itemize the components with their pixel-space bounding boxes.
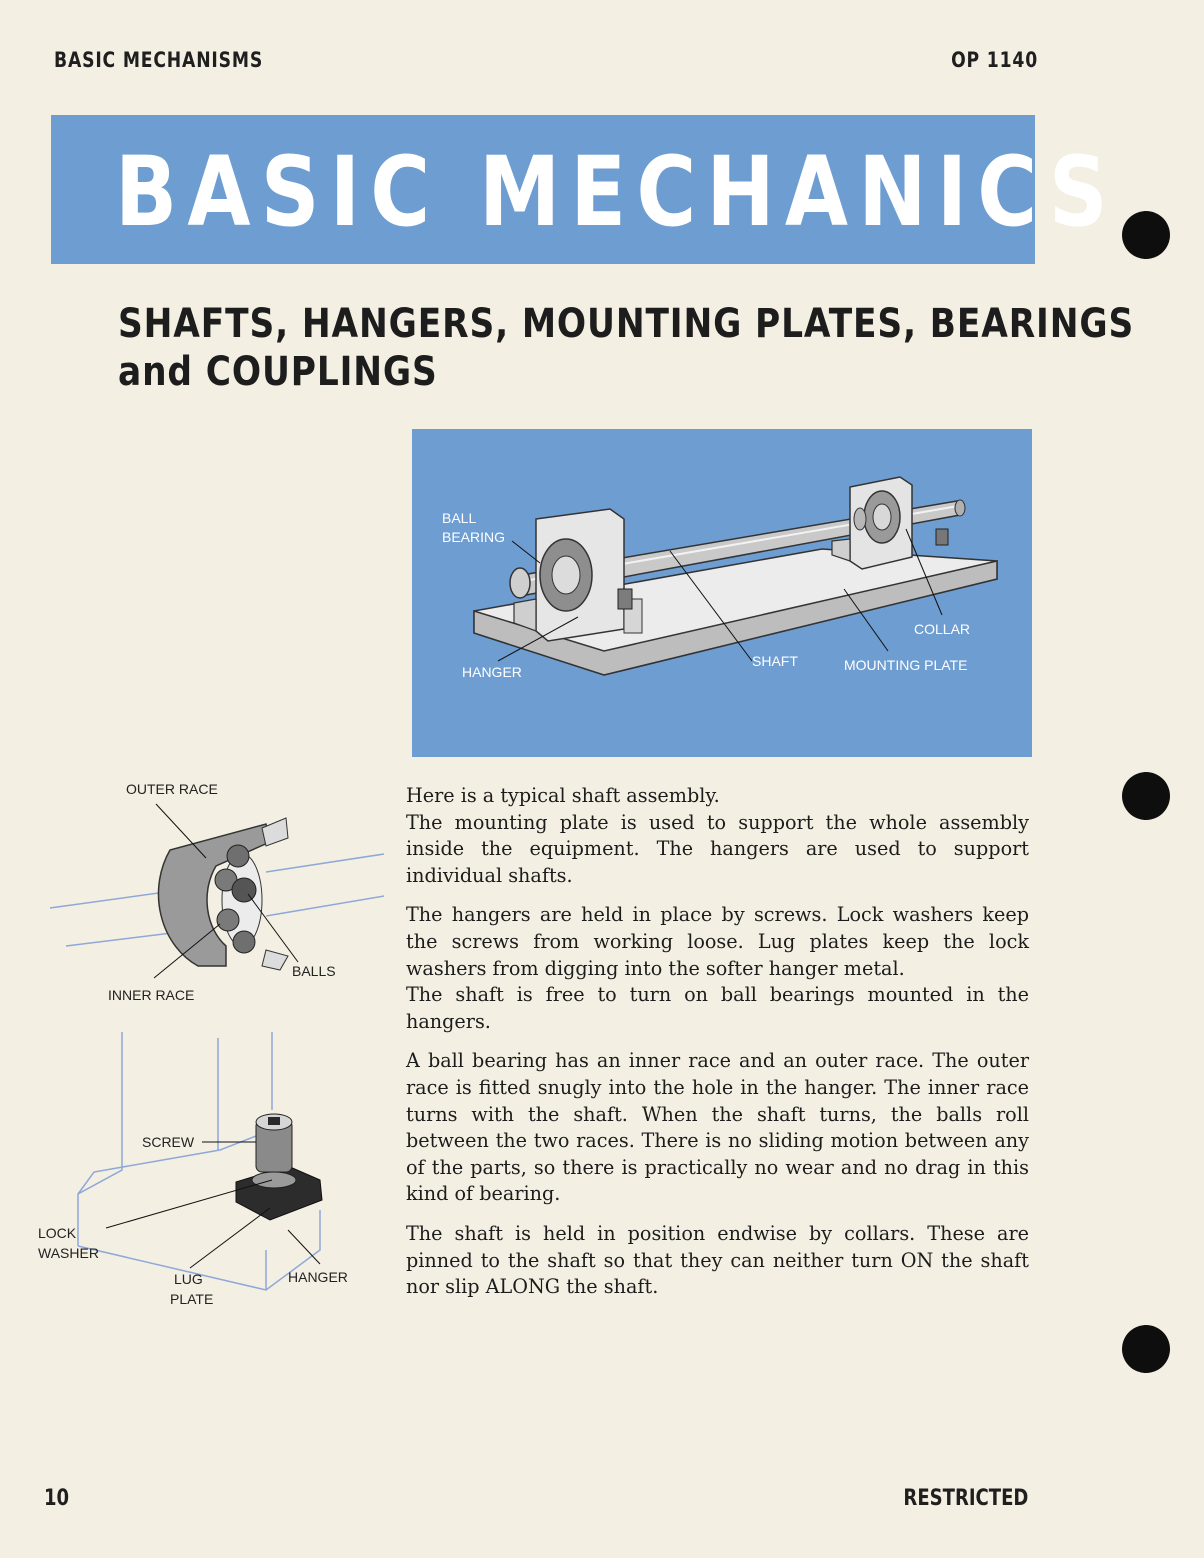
leader-hanger-detail [288,1230,320,1264]
title-banner [51,115,1118,264]
lock-washer-shape [252,1172,296,1188]
label-lug: LUG [174,1271,203,1287]
label-balls: BALLS [292,963,336,979]
section-heading-line-2: and COUPLINGS [118,349,438,395]
paragraph-mounting-plate: The mounting plate is used to support the whole assembly inside the equipment. The hangers are used to support individual shafts. [406,810,1029,887]
left-bearing-inner [552,556,580,594]
paragraph-ball-bearings: The shaft is free to turn on ball bearings mounted in the hangers. [406,983,1029,1033]
label-hanger-detail: HANGER [288,1269,348,1285]
banner-title: BASIC MECHANICS [115,136,1118,248]
screw-detail [38,1032,348,1307]
shaft-assembly-illustration [412,429,1032,757]
paragraph-races: A ball bearing has an inner race and an outer race. The outer race is fitted snugly into the hole in the hanger. The inner race turns with the shaft. When the shaft turns, the balls roll between the two races. There is no sliding motion between any of the parts, so there is practically no wear and no drag in this kind of bearing. [406,1049,1029,1206]
label-shaft: SHAFT [752,653,798,669]
outer-race-top-face [262,818,288,846]
binder-hole-top [1122,211,1170,259]
ball-4 [217,909,239,931]
collar-shape [854,508,866,530]
label-lock: LOCK [38,1225,77,1241]
right-screw [936,529,948,545]
page-number: 10 [44,1486,70,1511]
binder-hole-middle [1122,772,1170,820]
label-inner-race: INNER RACE [108,987,195,1003]
shaft-assembly-figure [412,429,1032,757]
paragraph-intro: Here is a typical shaft assembly. [406,784,720,807]
section-heading-line-1: SHAFTS, HANGERS, MOUNTING PLATES, BEARINGS [118,301,1135,347]
leader-lug-plate [190,1208,270,1268]
label-washer: WASHER [38,1245,99,1261]
label-ball: BALL [442,510,477,526]
ball-1 [227,845,249,867]
hanger-outline-left [78,1032,122,1246]
paragraph-hangers: The hangers are held in place by screws. Lock washers keep the screws from working loose. Lug plates keep the lock washers from digging into the softer hanger metal. [406,903,1029,980]
label-plate: PLATE [170,1291,214,1307]
ball-3 [232,878,256,902]
label-hanger: HANGER [462,664,522,680]
label-collar: COLLAR [914,621,971,637]
shaft-end [955,500,965,516]
running-header-section: BASIC MECHANISMS [54,48,264,72]
label-bearing: BEARING [442,529,506,545]
detail-figures [30,770,390,1334]
shaft-outline-top-right [266,854,384,872]
outer-race-bottom-face [262,950,288,970]
screw-socket [268,1117,280,1125]
ball-bearing-detail [50,781,384,1003]
ball-5 [233,931,255,953]
label-mounting-plate: MOUNTING PLATE [844,657,968,673]
label-screw: SCREW [142,1134,195,1150]
left-screw [618,589,632,609]
paragraph-collars: The shaft is held in position endwise by collars. These are pinned to the shaft so that they can neither turn ON the shaft nor slip ALONG the shaft. [406,1221,1029,1299]
security-marking: RESTRICTED [903,1486,1028,1511]
right-bearing-inner [873,504,891,530]
shaft-outline-bottom-right [266,896,384,916]
body-text [406,783,1029,1314]
shaft-front-end [510,568,530,598]
section-heading [118,300,1135,396]
running-header-code: OP 1140 [951,48,1038,72]
label-outer-race: OUTER RACE [126,781,218,797]
binder-hole-bottom [1122,1325,1170,1373]
detail-illustrations [30,770,390,1330]
shaft-outline-bottom [66,932,180,946]
